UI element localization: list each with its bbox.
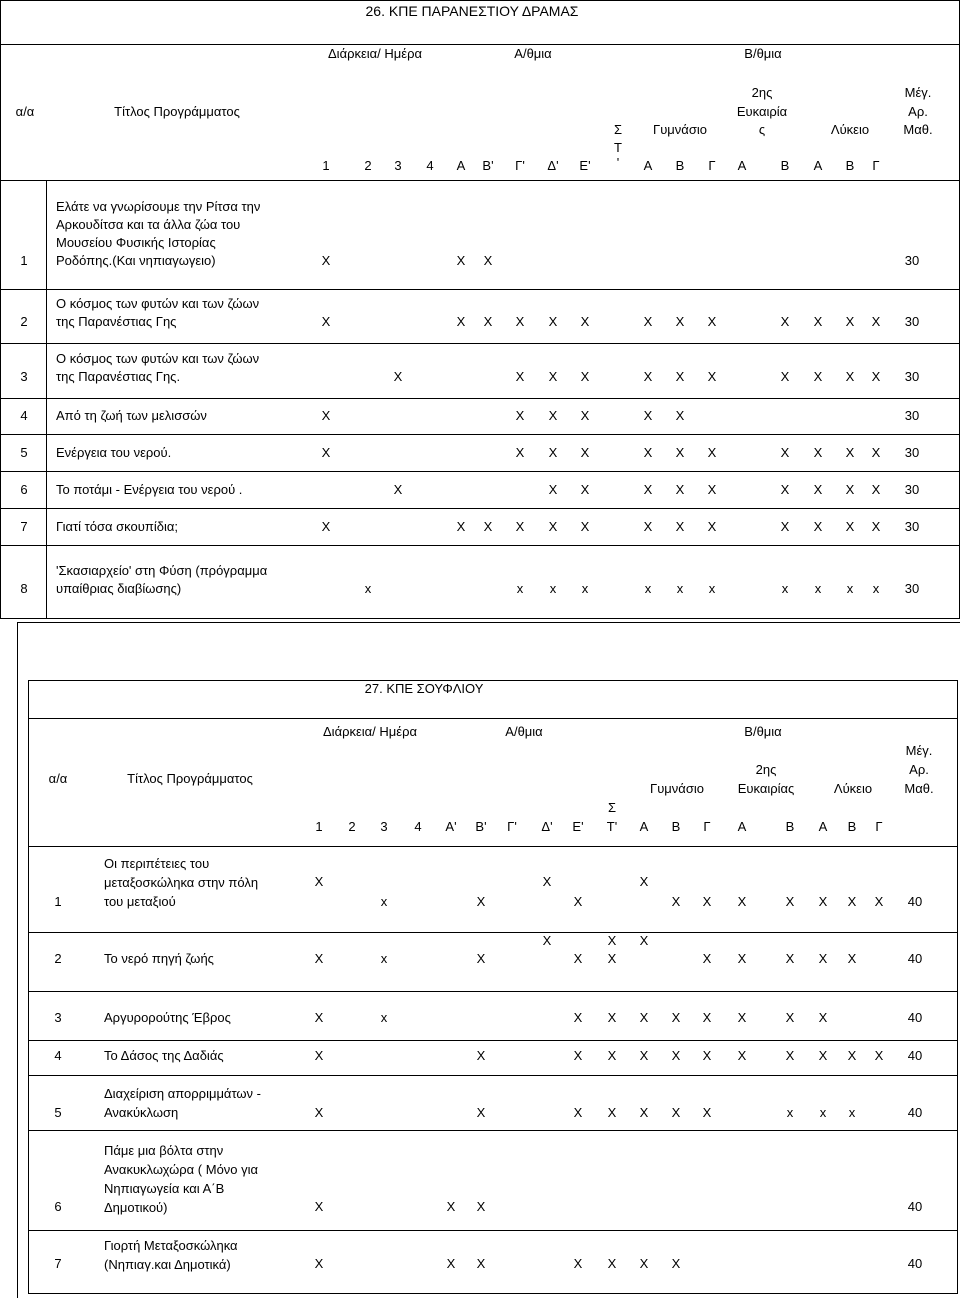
- subheader-cell: 2: [348, 819, 356, 834]
- subheader-cell: 4: [426, 158, 434, 173]
- row-number: 7: [20, 519, 28, 534]
- mark-cell: X: [643, 408, 653, 423]
- mark-cell: X: [845, 445, 855, 460]
- subheader-cell: Ε': [572, 819, 584, 834]
- mark-cell: X: [314, 1010, 324, 1025]
- program-title-line: Ο κόσμος των φυτών και των ζώων: [56, 296, 260, 311]
- mark-cell: X: [639, 1256, 649, 1271]
- header-lykeio: Λύκειο: [833, 781, 873, 796]
- subheader-cell: Α': [445, 819, 457, 834]
- max-students: 30: [904, 445, 920, 460]
- subheader-cell: Α: [737, 819, 747, 834]
- mark-cell: X: [818, 1010, 828, 1025]
- header-aa: α/α: [15, 104, 35, 119]
- mark-cell: X: [483, 519, 493, 534]
- mark-cell: x: [786, 1105, 794, 1120]
- mark-cell: x: [581, 581, 589, 596]
- mark-cell: X: [847, 951, 857, 966]
- mark-cell: X: [671, 1010, 681, 1025]
- row-number: 7: [54, 1256, 62, 1271]
- mark-cell: X: [321, 253, 331, 268]
- mark-cell: x: [549, 581, 557, 596]
- program-title-line: Το ποτάμι - Ενέργεια του νερού .: [56, 482, 243, 497]
- row-number: 1: [20, 253, 28, 268]
- header-gymnasio: Γυμνάσιο: [650, 781, 704, 796]
- max-students: 30: [904, 482, 920, 497]
- mark-cell: X: [643, 519, 653, 534]
- row-number: 3: [20, 369, 28, 384]
- mark-cell: X: [314, 951, 324, 966]
- mark-cell: x: [814, 581, 822, 596]
- program-title-line: Πάμε μια βόλτα στην: [104, 1143, 224, 1158]
- mark-cell: X: [456, 314, 466, 329]
- row-number: 5: [54, 1105, 62, 1120]
- mark-cell: X: [639, 933, 649, 948]
- mark-cell: x: [364, 581, 372, 596]
- header-eukairias-3: ς: [758, 122, 766, 137]
- mark-cell: X: [813, 482, 823, 497]
- mark-cell: X: [818, 951, 828, 966]
- header-secondary: Β/θμια: [744, 46, 782, 61]
- mark-cell: X: [607, 1048, 617, 1063]
- mark-cell: X: [785, 894, 795, 909]
- header-eukairias-2: Ευκαιρία: [736, 104, 788, 119]
- header-eukairias-1: 2ης: [755, 762, 777, 777]
- program-title-line: Γιατί τόσα σκουπίδια;: [56, 519, 178, 534]
- subheader-cell: 1: [322, 158, 330, 173]
- header-st-2: Τ': [606, 819, 618, 834]
- mark-cell: X: [580, 408, 590, 423]
- row-number: 1: [54, 894, 62, 909]
- subheader-cell: Β: [785, 819, 795, 834]
- mark-cell: X: [446, 1199, 456, 1214]
- subheader-cell: Β: [847, 819, 857, 834]
- program-title-line: Αρκουδίτσα και τα άλλα ζώα του: [56, 217, 241, 232]
- mark-cell: X: [818, 1048, 828, 1063]
- mark-cell: X: [813, 519, 823, 534]
- header-st-1: Σ: [607, 800, 617, 815]
- mark-cell: x: [848, 1105, 856, 1120]
- mark-cell: X: [321, 314, 331, 329]
- mark-cell: X: [813, 445, 823, 460]
- mark-cell: X: [548, 369, 558, 384]
- row-number: 6: [20, 482, 28, 497]
- subheader-cell: Δ': [541, 819, 553, 834]
- header-st-3: ': [616, 155, 620, 170]
- subheader-cell: 4: [414, 819, 422, 834]
- mark-cell: X: [845, 519, 855, 534]
- mark-cell: X: [456, 253, 466, 268]
- mark-cell: X: [639, 1105, 649, 1120]
- mark-cell: X: [607, 951, 617, 966]
- header-st-1: Σ: [613, 122, 623, 137]
- mark-cell: X: [446, 1256, 456, 1271]
- row-number: 5: [20, 445, 28, 460]
- mark-cell: X: [780, 482, 790, 497]
- mark-cell: X: [702, 1010, 712, 1025]
- mark-cell: X: [707, 519, 717, 534]
- header-eukairias-1: 2ης: [751, 85, 773, 100]
- program-title-line: μεταξοσκώληκα στην πόλη: [104, 875, 259, 890]
- max-students: 40: [907, 894, 923, 909]
- mark-cell: X: [671, 894, 681, 909]
- row-number: 8: [20, 581, 28, 596]
- mark-cell: X: [785, 1010, 795, 1025]
- mark-cell: x: [846, 581, 854, 596]
- mark-cell: X: [314, 1048, 324, 1063]
- mark-cell: X: [707, 445, 717, 460]
- mark-cell: X: [607, 933, 617, 948]
- mark-cell: 30: [904, 253, 920, 268]
- mark-cell: X: [780, 314, 790, 329]
- row-number: 3: [54, 1010, 62, 1025]
- mark-cell: X: [780, 369, 790, 384]
- mark-cell: X: [643, 369, 653, 384]
- subheader-cell: Γ: [875, 819, 883, 834]
- mark-cell: X: [643, 445, 653, 460]
- mark-cell: X: [675, 445, 685, 460]
- mark-cell: X: [548, 445, 558, 460]
- mark-cell: X: [785, 951, 795, 966]
- mark-cell: X: [871, 519, 881, 534]
- max-students: 40: [907, 1010, 923, 1025]
- program-title-line: Ανακύκλωση: [104, 1105, 179, 1120]
- row-number: 2: [20, 314, 28, 329]
- mark-cell: X: [456, 519, 466, 534]
- program-title-line: Ο κόσμος των φυτών και των ζώων: [56, 351, 260, 366]
- mark-cell: X: [573, 951, 583, 966]
- header-eukairias-2: Ευκαιρίας: [737, 781, 795, 796]
- mark-cell: X: [675, 408, 685, 423]
- subheader-cell: Β: [845, 158, 855, 173]
- subheader-cell: 2: [364, 158, 372, 173]
- mark-cell: x: [781, 581, 789, 596]
- subheader-cell: Α: [813, 158, 823, 173]
- mark-cell: x: [380, 1010, 388, 1025]
- mark-cell: X: [580, 314, 590, 329]
- mark-cell: X: [737, 951, 747, 966]
- mark-cell: X: [780, 519, 790, 534]
- mark-cell: X: [314, 1256, 324, 1271]
- mark-cell: X: [476, 1105, 486, 1120]
- mark-cell: X: [393, 369, 403, 384]
- mark-cell: X: [845, 369, 855, 384]
- mark-cell: X: [675, 314, 685, 329]
- header-aa: α/α: [48, 771, 68, 786]
- mark-cell: x: [676, 581, 684, 596]
- mark-cell: X: [321, 408, 331, 423]
- program-title-line: Γιορτή Μεταξοσκώληκα: [104, 1238, 238, 1253]
- mark-cell: X: [813, 314, 823, 329]
- subheader-cell: Α: [639, 819, 649, 834]
- mark-cell: X: [871, 482, 881, 497]
- mark-cell: X: [548, 482, 558, 497]
- header-primary: Α/θμια: [514, 46, 552, 61]
- mark-cell: X: [515, 369, 525, 384]
- program-title-line: Το Δάσος της Δαδιάς: [104, 1048, 224, 1063]
- mark-cell: X: [671, 1256, 681, 1271]
- subheader-cell: Ε': [579, 158, 591, 173]
- mark-cell: X: [780, 445, 790, 460]
- mark-cell: X: [573, 1010, 583, 1025]
- mark-cell: X: [813, 369, 823, 384]
- mark-cell: X: [548, 314, 558, 329]
- subheader-cell: Β: [675, 158, 685, 173]
- mark-cell: X: [321, 445, 331, 460]
- header-st-2: Τ: [614, 140, 622, 155]
- mark-cell: X: [702, 894, 712, 909]
- row-number: 4: [20, 408, 28, 423]
- mark-cell: X: [643, 482, 653, 497]
- mark-cell: X: [845, 314, 855, 329]
- program-title-line: 'Σκασιαρχείο' στη Φύση (πρόγραμμα: [56, 563, 268, 578]
- mark-cell: X: [675, 519, 685, 534]
- header-max-1: Μέγ.: [904, 85, 932, 100]
- mark-cell: x: [872, 581, 880, 596]
- program-title-line: Ενέργεια του νερού.: [56, 445, 172, 460]
- mark-cell: X: [874, 1048, 884, 1063]
- mark-cell: X: [476, 951, 486, 966]
- program-title-line: του μεταξιού: [104, 894, 176, 909]
- mark-cell: X: [314, 874, 324, 889]
- subheader-cell: Α: [737, 158, 747, 173]
- subheader-cell: Γ': [507, 819, 517, 834]
- mark-cell: X: [707, 369, 717, 384]
- header-program: Τίτλος Προγράμματος: [114, 104, 240, 119]
- mark-cell: X: [671, 1048, 681, 1063]
- program-title-line: της Παρανέστιας Γης.: [56, 369, 181, 384]
- mark-cell: X: [314, 1105, 324, 1120]
- mark-cell: X: [476, 1048, 486, 1063]
- subheader-cell: Γ: [708, 158, 716, 173]
- program-title-line: Το νερό πηγή ζωής: [104, 951, 214, 966]
- mark-cell: X: [871, 369, 881, 384]
- subheader-cell: 3: [394, 158, 402, 173]
- mark-cell: X: [639, 874, 649, 889]
- mark-cell: X: [675, 482, 685, 497]
- mark-cell: x: [380, 894, 388, 909]
- mark-cell: X: [580, 519, 590, 534]
- header-secondary: Β/θμια: [744, 724, 782, 739]
- header-max-2: Αρ.: [908, 104, 928, 119]
- subheader-cell: Γ: [703, 819, 711, 834]
- mark-cell: x: [819, 1105, 827, 1120]
- header-gymnasio: Γυμνάσιο: [653, 122, 707, 137]
- header-primary: Α/θμια: [505, 724, 543, 739]
- header-duration: Διάρκεια/ Ημέρα: [328, 46, 422, 61]
- max-students: 40: [907, 1256, 923, 1271]
- program-title-line: Διαχείριση απορριμμάτων -: [104, 1086, 261, 1101]
- max-students: 30: [904, 581, 920, 596]
- mark-cell: X: [702, 1105, 712, 1120]
- mark-cell: X: [707, 482, 717, 497]
- program-title-line: Ελάτε να γνωρίσουμε την Ρίτσα την: [56, 199, 261, 214]
- row-number: 4: [54, 1048, 62, 1063]
- subheader-cell: Α: [643, 158, 653, 173]
- mark-cell: X: [871, 314, 881, 329]
- mark-cell: X: [515, 519, 525, 534]
- header-max-2: Αρ.: [909, 762, 929, 777]
- program-title-line: της Παρανέστιας Γης: [56, 314, 177, 329]
- mark-cell: X: [818, 894, 828, 909]
- subheader-cell: Α: [818, 819, 828, 834]
- subheader-cell: Β: [780, 158, 790, 173]
- mark-cell: X: [476, 894, 486, 909]
- mark-cell: x: [708, 581, 716, 596]
- max-students: 40: [907, 1048, 923, 1063]
- mark-cell: X: [737, 1010, 747, 1025]
- mark-cell: X: [483, 253, 493, 268]
- header-max-1: Μέγ.: [905, 743, 933, 758]
- mark-cell: X: [573, 1105, 583, 1120]
- mark-cell: X: [580, 445, 590, 460]
- mark-cell: X: [542, 933, 552, 948]
- mark-cell: X: [702, 1048, 712, 1063]
- mark-cell: X: [639, 1048, 649, 1063]
- mark-cell: X: [542, 874, 552, 889]
- subheader-cell: Β': [475, 819, 487, 834]
- mark-cell: X: [515, 408, 525, 423]
- mark-cell: X: [607, 1105, 617, 1120]
- mark-cell: X: [607, 1256, 617, 1271]
- mark-cell: X: [785, 1048, 795, 1063]
- program-title-line: υπαίθριας διαβίωσης): [56, 581, 182, 596]
- mark-cell: X: [737, 894, 747, 909]
- mark-cell: X: [845, 482, 855, 497]
- mark-cell: X: [707, 314, 717, 329]
- program-title-line: Νηπιαγωγεία και Α΄Β: [104, 1181, 225, 1196]
- max-students: 30: [904, 369, 920, 384]
- subheader-cell: Γ': [515, 158, 525, 173]
- row-number: 2: [54, 951, 62, 966]
- mark-cell: X: [314, 1199, 324, 1214]
- program-title-line: (Νηπιαγ.και Δημοτικά): [104, 1257, 231, 1272]
- subheader-cell: Β: [671, 819, 681, 834]
- max-students: 30: [904, 314, 920, 329]
- mark-cell: X: [515, 445, 525, 460]
- max-students: 40: [907, 951, 923, 966]
- mark-cell: X: [874, 894, 884, 909]
- header-max-3: Μαθ.: [904, 781, 934, 796]
- mark-cell: X: [643, 314, 653, 329]
- subheader-cell: Α: [456, 158, 466, 173]
- header-duration: Διάρκεια/ Ημέρα: [323, 724, 417, 739]
- program-title-line: Αργυρορούτης Έβρος: [104, 1010, 231, 1025]
- row-number: 6: [54, 1199, 62, 1214]
- header-program: Τίτλος Προγράμματος: [127, 771, 253, 786]
- mark-cell: X: [737, 1048, 747, 1063]
- mark-cell: X: [548, 519, 558, 534]
- mark-cell: X: [671, 1105, 681, 1120]
- mark-cell: X: [548, 408, 558, 423]
- mark-cell: X: [871, 445, 881, 460]
- mark-cell: X: [483, 314, 493, 329]
- table-title: 26. ΚΠΕ ΠΑΡΑΝΕΣΤΙΟΥ ΔΡΑΜΑΣ: [365, 3, 579, 19]
- program-title-line: Δημοτικού): [104, 1200, 168, 1215]
- mark-cell: X: [476, 1256, 486, 1271]
- mark-cell: X: [607, 1010, 617, 1025]
- program-title-line: Οι περιπέτειες του: [104, 856, 210, 871]
- header-max-3: Μαθ.: [903, 122, 933, 137]
- mark-cell: x: [380, 951, 388, 966]
- program-title-line: Ροδόπης.(Και νηπιαγωγειο): [56, 253, 216, 268]
- mark-cell: X: [847, 1048, 857, 1063]
- program-title-line: Μουσείου Φυσικής Ιστορίας: [56, 235, 216, 250]
- max-students: 30: [904, 519, 920, 534]
- mark-cell: X: [702, 951, 712, 966]
- mark-cell: X: [847, 894, 857, 909]
- subheader-cell: Β': [482, 158, 494, 173]
- mark-cell: X: [321, 519, 331, 534]
- subheader-cell: Δ': [547, 158, 559, 173]
- subheader-cell: 3: [380, 819, 388, 834]
- mark-cell: X: [573, 1048, 583, 1063]
- max-students: 40: [907, 1199, 923, 1214]
- mark-cell: X: [515, 314, 525, 329]
- mark-cell: X: [476, 1199, 486, 1214]
- subheader-cell: Γ: [872, 158, 880, 173]
- header-lykeio: Λύκειο: [830, 122, 870, 137]
- mark-cell: X: [573, 1256, 583, 1271]
- mark-cell: X: [393, 482, 403, 497]
- mark-cell: X: [675, 369, 685, 384]
- mark-cell: X: [580, 482, 590, 497]
- subheader-cell: 1: [315, 819, 323, 834]
- table-title: 27. ΚΠΕ ΣΟΥΦΛΙΟΥ: [364, 681, 484, 696]
- mark-cell: x: [516, 581, 524, 596]
- mark-cell: x: [644, 581, 652, 596]
- max-students: 40: [907, 1105, 923, 1120]
- program-title-line: Ανακυκλωχώρα ( Μόνο για: [104, 1162, 259, 1177]
- max-students: 30: [904, 408, 920, 423]
- mark-cell: X: [573, 894, 583, 909]
- mark-cell: X: [580, 369, 590, 384]
- mark-cell: X: [639, 1010, 649, 1025]
- program-title-line: Από τη ζωή των μελισσών: [56, 408, 207, 423]
